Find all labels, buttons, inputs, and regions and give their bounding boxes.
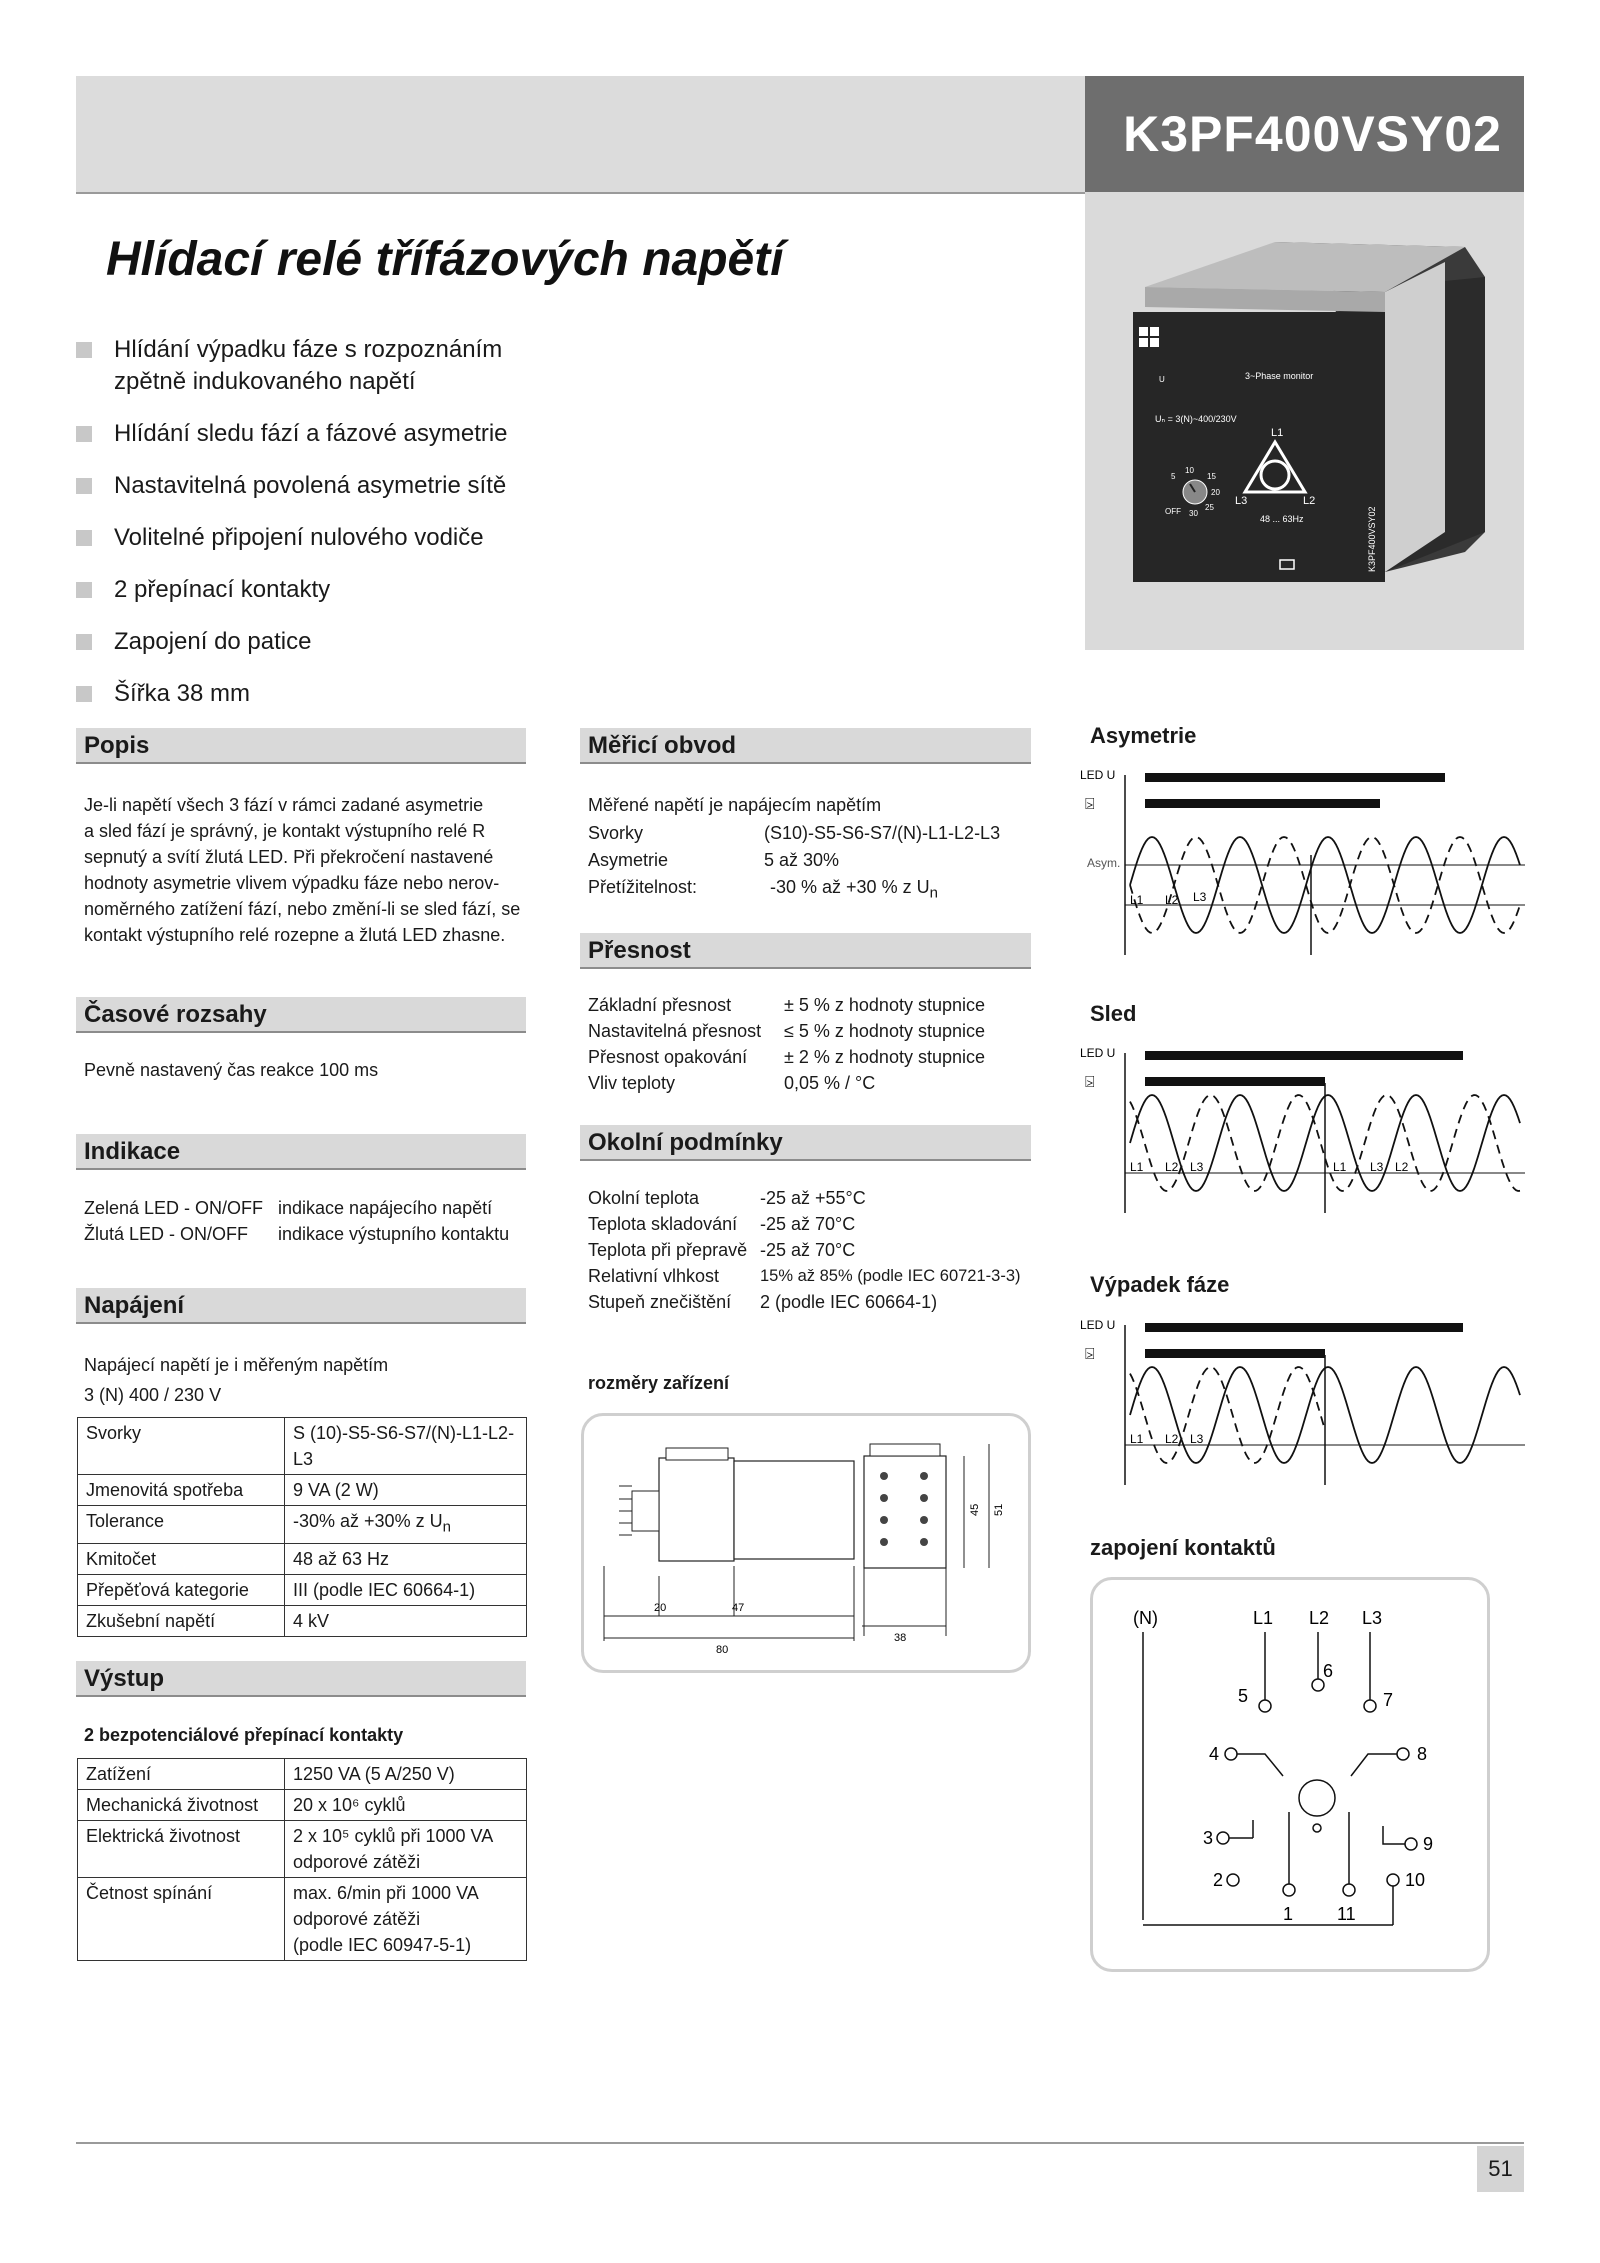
graph-title-sled: Sled: [1090, 1001, 1137, 1026]
phase-label-l1: L1: [1333, 1160, 1347, 1174]
section-heading-indikace: Indikace: [76, 1134, 526, 1170]
relay-icon: ⍄: [1085, 1346, 1095, 1363]
okolni-list: Okolní teplota -25 až +55°C Teplota skladování -25 až 70°C Teplota při přepravě -25 až 70°C Relativní vlhkost 15% až 85% (podle IEC 60721-3-3) Stupeň znečištění 2 (podle IEC 60664-1): [588, 1188, 1021, 1312]
wiring-label-l2: L2: [1309, 1608, 1330, 1628]
photo-dial-25: 25: [1205, 503, 1214, 512]
bullet-square-icon: [76, 530, 92, 546]
page-title: Hlídací relé třífázových napětí: [106, 233, 784, 286]
bullet-square-icon: [76, 582, 92, 598]
terminal-5: 5: [1238, 1686, 1249, 1706]
footer-line: [76, 2142, 1524, 2144]
dimension-drawing: [581, 1413, 1031, 1673]
phase-label-l2: L2: [1165, 1160, 1179, 1174]
phase-label-l3: L3: [1190, 1160, 1204, 1174]
relay-icon: ⍄: [1085, 1074, 1095, 1091]
merici-line1: Měřené napětí je napájecím napětím: [588, 795, 882, 815]
section-heading-merici: Měřicí obvod: [580, 728, 1031, 764]
led-u-label: LED U: [1080, 768, 1116, 782]
phase-label-l2: L2: [1395, 1160, 1409, 1174]
led-u-label: LED U: [1080, 1046, 1116, 1060]
bullet-square-icon: [76, 342, 92, 358]
feature-item: 2 přepínací kontakty: [76, 574, 546, 606]
dim-45: 45: [969, 1503, 981, 1516]
photo-un-label: Uₙ = 3(N)~400/230V: [1155, 414, 1237, 424]
photo-l3-label: L3: [1235, 495, 1248, 507]
terminal-7: 7: [1383, 1690, 1394, 1710]
photo-freq-label: 48 ... 63Hz: [1260, 514, 1304, 524]
phase-label-l1: L1: [1130, 1432, 1144, 1446]
dim-20: 20: [654, 1602, 667, 1614]
led-u-label: LED U: [1080, 1318, 1116, 1332]
dim-38: 38: [894, 1632, 907, 1644]
photo-dial-15: 15: [1207, 472, 1216, 481]
graph-vypadek: [1075, 1315, 1525, 1490]
bullet-square-icon: [76, 634, 92, 650]
feature-item: Zapojení do patice: [76, 626, 546, 658]
presnost-list: Základní přesnost ± 5 % z hodnoty stupnice Nastavitelná přesnost ≤ 5 % z hodnoty stupnice Přesnost opakování ± 2 % z hodnoty stupnice Vliv teploty 0,05 % / °C: [588, 995, 985, 1093]
rozmery-heading: rozměry zařízení: [588, 1373, 730, 1393]
phase-label-l3: L3: [1370, 1160, 1384, 1174]
phase-label-l1: L1: [1130, 1160, 1144, 1174]
photo-side-label: K3PF400VSY02: [1367, 506, 1377, 572]
photo-dial-30: 30: [1189, 509, 1198, 518]
napajeni-line2: 3 (N) 400 / 230 V: [84, 1385, 222, 1405]
casove-text: Pevně nastavený čas reakce 100 ms: [84, 1060, 379, 1080]
photo-dial-off: OFF: [1165, 507, 1181, 516]
terminal-9: 9: [1423, 1834, 1434, 1854]
phase-label-l2: L2: [1165, 1432, 1179, 1446]
section-heading-napajeni: Napájení: [76, 1288, 526, 1324]
table-row: Tolerance -30% až +30% z $U_n$: [78, 1506, 527, 1544]
photo-l2-label: L2: [1303, 495, 1316, 507]
bullet-square-icon: [76, 478, 92, 494]
wiring-label-l3: L3: [1362, 1608, 1383, 1628]
phase-label-l3: L3: [1193, 890, 1207, 904]
terminal-6: 6: [1323, 1661, 1334, 1681]
relay-icon: ⍄: [1085, 796, 1095, 813]
section-heading-casove: Časové rozsahy: [76, 997, 526, 1033]
terminal-4: 4: [1209, 1744, 1220, 1764]
dim-47: 47: [732, 1602, 745, 1614]
page-number: 51: [1477, 2146, 1524, 2192]
phase-label-l2: L2: [1165, 893, 1179, 907]
table-row: Mechanická životnost 20 x 10⁶ cyklů: [78, 1790, 527, 1821]
graph-asymetrie: [1075, 765, 1525, 965]
wiring-label-l1: L1: [1253, 1608, 1274, 1628]
dim-80: 80: [716, 1644, 729, 1656]
table-row: Kmitočet 48 až 63 Hz: [78, 1543, 527, 1574]
popis-text: Je-li napětí všech 3 fází v rámci zadané asymetrie a sled fází je správný, je kontakt výstupního relé R sepnutý a svítí žlutá LED. Při překročení nastavené hodnoty asymetrie vlivem výpadku fáze nebo nerov- noměrného zatížení fází, nebo změní-li se sled fází, se kontakt výstupního relé rozepne a žlutá LED zhasne.: [84, 795, 521, 945]
graph-title-vypadek: Výpadek fáze: [1090, 1272, 1230, 1297]
wiring-label-n: (N): [1133, 1608, 1158, 1628]
section-heading-vystup: Výstup: [76, 1661, 526, 1697]
feature-item: Volitelné připojení nulového vodiče: [76, 522, 546, 554]
dim-51: 51: [993, 1503, 1005, 1516]
napajeni-table: [77, 1417, 527, 1637]
vystup-table: [77, 1758, 527, 1961]
indikace-list: Zelená LED - ON/OFF indikace napájecího napětí Žlutá LED - ON/OFF indikace výstupního kontaktu: [84, 1198, 510, 1244]
graph-sled: [1075, 1043, 1525, 1218]
terminal-1: 1: [1283, 1904, 1294, 1924]
zapojeni-heading: zapojení kontaktů: [1090, 1535, 1276, 1560]
wiring-diagram: [1090, 1577, 1490, 1972]
phase-label-l3: L3: [1190, 1432, 1204, 1446]
photo-dial-10: 10: [1185, 466, 1194, 475]
table-row: Elektrická životnost 2 x 10⁵ cyklů při 1000 VA odporové zátěži: [78, 1821, 527, 1878]
asym-label: Asym.: [1087, 856, 1121, 870]
terminal-11: 11: [1337, 1904, 1356, 1924]
section-heading-popis: Popis: [76, 728, 526, 764]
table-row: Zkušební napětí 4 kV: [78, 1605, 527, 1636]
vystup-subheading: 2 bezpotenciálové přepínací kontakty: [84, 1725, 404, 1745]
table-row: Přepěťová kategorie III (podle IEC 60664-1): [78, 1574, 527, 1605]
photo-dial-5: 5: [1171, 472, 1176, 481]
napajeni-line1: Napájecí napětí je i měřeným napětím: [84, 1355, 389, 1375]
phase-label-l1: L1: [1130, 893, 1144, 907]
feature-item: Nastavitelná povolená asymetrie sítě: [76, 470, 546, 502]
bullet-square-icon: [76, 426, 92, 442]
feature-item: Hlídání sledu fází a fázové asymetrie: [76, 418, 546, 450]
feature-item: Hlídání výpadku fáze s rozpoznáním zpětně indukovaného napětí: [76, 334, 546, 398]
terminal-8: 8: [1417, 1744, 1428, 1764]
svg-text:U: U: [1159, 375, 1165, 384]
product-photo: [1085, 192, 1524, 650]
photo-l1-label: L1: [1271, 427, 1284, 439]
section-heading-okolni: Okolní podmínky: [580, 1125, 1031, 1161]
terminal-3: 3: [1203, 1828, 1214, 1848]
terminal-2: 2: [1213, 1870, 1224, 1890]
product-code: K3PF400VSY02: [1085, 76, 1524, 192]
photo-dial-20: 20: [1211, 488, 1220, 497]
section-heading-presnost: Přesnost: [580, 933, 1031, 969]
merici-list: Svorky (S10)-S5-S6-S7/(N)-L1-L2-L3 Asymetrie 5 až 30% Přetížitelnost: -30 % až +30 % z $U_n$: [588, 823, 1001, 902]
bullet-square-icon: [76, 686, 92, 702]
table-row: Jmenovitá spotřeba 9 VA (2 W): [78, 1475, 527, 1506]
graph-title-asymetrie: Asymetrie: [1090, 723, 1197, 748]
photo-phase-label: 3~Phase monitor: [1245, 371, 1314, 381]
feature-item: Šířka 38 mm: [76, 678, 546, 710]
terminal-10: 10: [1405, 1870, 1426, 1890]
table-row: Četnost spínání max. 6/min při 1000 VA odporové zátěži (podle IEC 60947-5-1): [78, 1878, 527, 1961]
table-row: Zatížení 1250 VA (5 A/250 V): [78, 1759, 527, 1790]
table-row: Svorky S (10)-S5-S6-S7/(N)-L1-L2-L3: [78, 1418, 527, 1475]
